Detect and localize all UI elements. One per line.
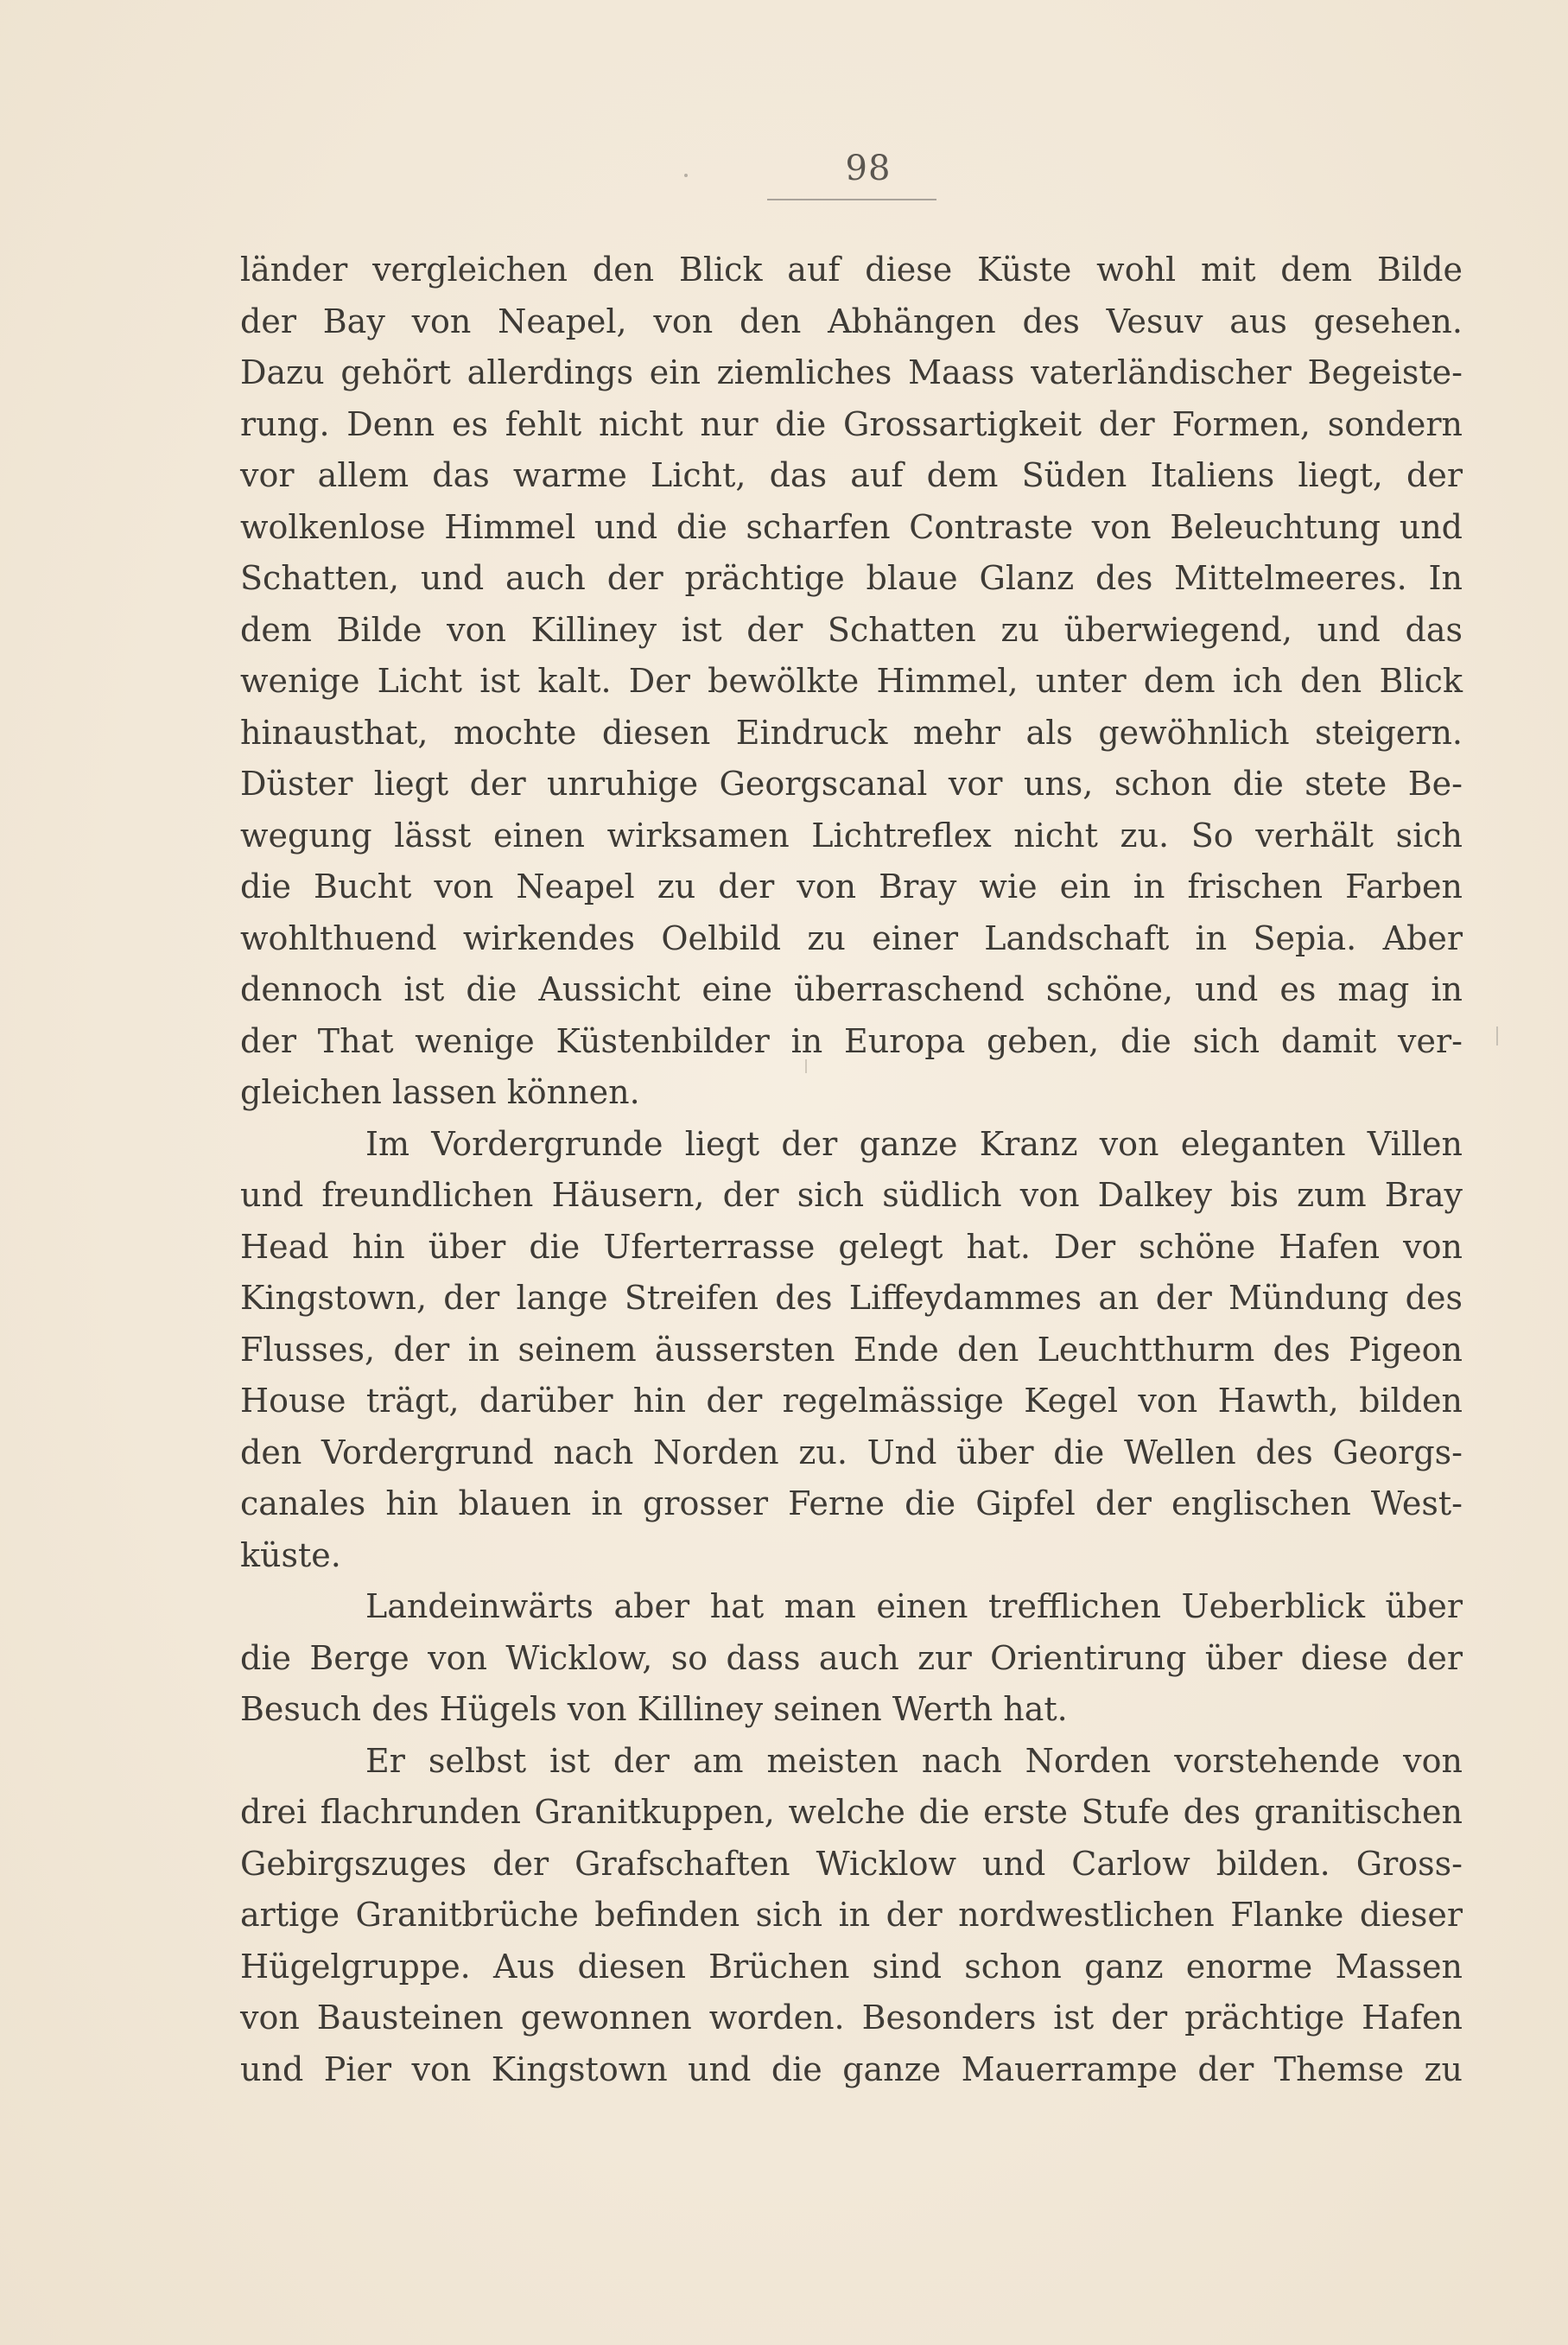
text-line: dennoch ist die Aussicht eine überraschend schöne, und es mag in [240, 970, 1463, 1008]
text-line: der That wenige Küstenbilder in Europa geben, die sich damit ver- [240, 1021, 1463, 1060]
text-line: Landeinwärts aber hat man einen trefflichen Ueberblick über [365, 1587, 1463, 1625]
text-line: gleichen lassen können. [240, 1073, 640, 1111]
text-line: der Bay von Neapel, von den Abhängen des Vesuv aus gesehen. [240, 302, 1463, 340]
text-line: von Bausteinen gewonnen worden. Besonders ist der prächtige Hafen [240, 1999, 1463, 2037]
text-line: länder vergleichen den Blick auf diese Küste wohl mit dem Bilde [240, 251, 1463, 289]
text-line: Schatten, und auch der prächtige blaue Glanz des Mittelmeeres. In [240, 559, 1463, 597]
text-line: Im Vordergrunde liegt der ganze Kranz von eleganten Villen [365, 1124, 1463, 1163]
text-line: und freundlichen Häusern, der sich südlich von Dalkey bis zum Bray [240, 1176, 1463, 1214]
text-line: artige Granitbrüche befinden sich in der nordwestlichen Flanke dieser [240, 1896, 1463, 1934]
header-rule [767, 199, 936, 200]
text-line: die Berge von Wicklow, so dass auch zur Orientirung über diese der [240, 1638, 1463, 1677]
text-line: wohlthuend wirkendes Oelbild zu einer Landschaft in Sepia. Aber [240, 918, 1463, 957]
text-line: wolkenlose Himmel und die scharfen Contraste von Beleuchtung und [240, 507, 1463, 546]
text-line: küste. [240, 1535, 341, 1574]
paper-speck [684, 174, 688, 177]
text-line: hinausthat, mochte diesen Eindruck mehr als gewöhnlich steigern. [240, 713, 1463, 752]
text-line: House trägt, darüber hin der regelmässige Kegel von Hawth, bilden [240, 1382, 1463, 1420]
page-number: 98 [845, 149, 892, 188]
text-line: Flusses, der in seinem äussersten Ende den Leuchtthurm des Pigeon [240, 1330, 1463, 1369]
text-line: und Pier von Kingstown und die ganze Mauerrampe der Themse zu [240, 2049, 1463, 2088]
text-line: Head hin über die Uferterrasse gelegt hat. Der schöne Hafen von [240, 1227, 1463, 1266]
text-line: Hügelgruppe. Aus diesen Brüchen sind schon ganz enorme Massen [240, 1947, 1463, 1986]
margin-mark [1496, 1026, 1498, 1045]
body-text [240, 245, 1463, 2095]
text-line: Kingstown, der lange Streifen des Liffeydammes an der Mündung des [240, 1279, 1463, 1317]
text-line: vor allem das warme Licht, das auf dem Süden Italiens liegt, der [240, 456, 1463, 494]
text-line: wegung lässt einen wirksamen Lichtreflex nicht zu. So verhält sich [240, 816, 1463, 855]
text-line: Düster liegt der unruhige Georgscanal vor uns, schon die stete Be- [240, 765, 1463, 803]
text-line: Dazu gehört allerdings ein ziemliches Maass vaterländischer Begeiste- [240, 353, 1463, 391]
text-line: Gebirgszuges der Grafschaften Wicklow und Carlow bilden. Gross- [240, 1844, 1463, 1883]
text-line: wenige Licht ist kalt. Der bewölkte Himmel, unter dem ich den Blick [240, 662, 1463, 700]
text-line: drei flachrunden Granitkuppen, welche die erste Stufe des granitischen [240, 1793, 1463, 1831]
text-line: Er selbst ist der am meisten nach Norden vorstehende von [365, 1741, 1463, 1780]
text-line: rung. Denn es fehlt nicht nur die Grossartigkeit der Formen, sondern [240, 404, 1463, 443]
text-line: canales hin blauen in grosser Ferne die Gipfel der englischen West- [240, 1484, 1463, 1522]
text-line: Besuch des Hügels von Killiney seinen Werth hat. [240, 1690, 1068, 1728]
text-line: die Bucht von Neapel zu der von Bray wie ein in frischen Farben [240, 867, 1463, 906]
text-line: dem Bilde von Killiney ist der Schatten zu überwiegend, und das [240, 610, 1463, 649]
text-line: den Vordergrund nach Norden zu. Und über die Wellen des Georgs- [240, 1433, 1463, 1471]
